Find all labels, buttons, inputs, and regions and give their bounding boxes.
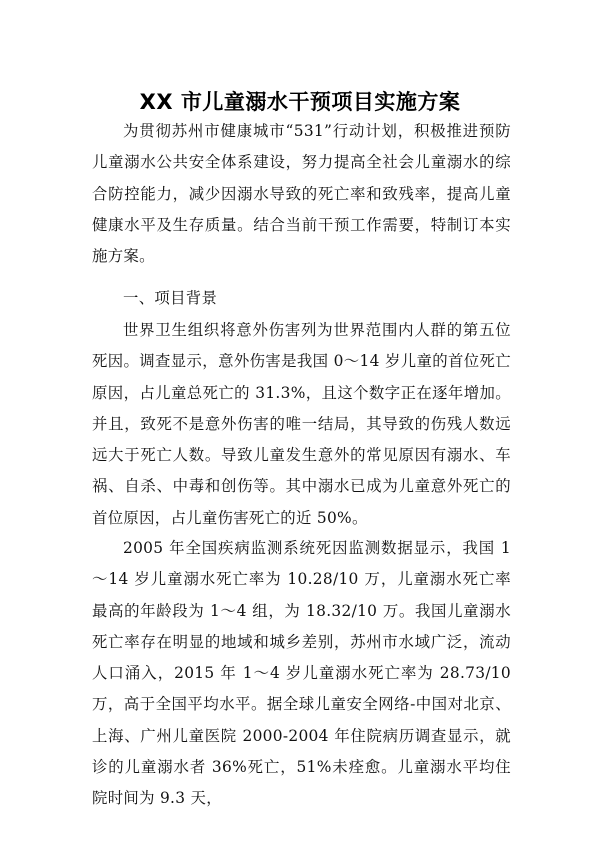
section-heading: 一、项目背景 xyxy=(123,289,218,307)
background-paragraph-2: 2005 年全国疾病监测系统死因监测数据显示，我国 1～14 岁儿童溺水死亡率为 10.28/10 万，儿童溺水死亡率最高的年龄段为 1～4 组，为 18.32/10 万。我国儿童溺水死亡率存在明显的地域和城乡差别，苏州市水域广泛，流动人口涌入，2015 年 1～4 岁儿童溺水死亡率为 28.73/10 万，高于全国平均水平。据全球儿童安全网络-中国对北京、上海、广州儿童医院 2000-2004 年住院病历调查显示，就诊的儿童溺水者 36%死亡，51%未痊愈。儿童溺水平均住院时间为 9.3 天， xyxy=(92,539,511,808)
document-title: XX 市儿童溺水干预项目实施方案 xyxy=(139,90,461,114)
background-paragraph-1: 世界卫生组织将意外伤害列为世界范围内人群的第五位死因。调查显示，意外伤害是我国 0～14 岁儿童的首位死亡原因，占儿童总死亡的 31.3%，且这个数字正在逐年增加。并且，致死不是意外伤害的唯一结局，其导致的伤残人数远远大于死亡人数。导致儿童发生意外的常见原因有溺水、车祸、自杀、中毒和创伤等。其中溺水已成为儿童意外死亡的首位原因，占儿童伤害死亡的近 50%。 xyxy=(92,321,511,527)
intro-paragraph: 为贯彻苏州市健康城市“531”行动计划，积极推进预防儿童溺水公共安全体系建设，努力提高全社会儿童溺水的综合防控能力，减少因溺水导致的死亡率和致残率，提高儿童健康水平及生存质量。结合当前干预工作需要，特制订本实施方案。 xyxy=(92,122,511,266)
